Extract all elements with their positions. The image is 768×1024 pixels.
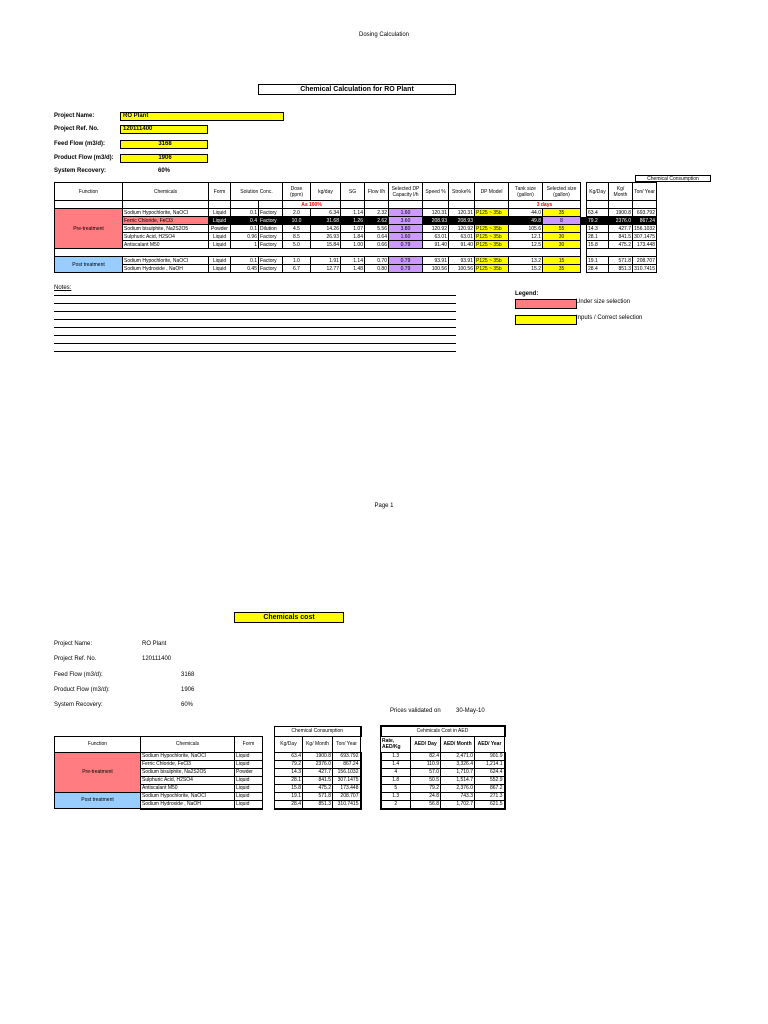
table-cell: 571.8 bbox=[609, 257, 633, 265]
table-cell: 44.0 bbox=[509, 209, 543, 217]
table-cell: 110.9 bbox=[411, 760, 441, 768]
table-cell: 743.3 bbox=[441, 792, 475, 800]
table-cell: 5 bbox=[381, 784, 411, 792]
table-cell: 120.31 bbox=[423, 209, 449, 217]
table-cell: Liquid bbox=[209, 265, 231, 273]
table-cell: 867.24 bbox=[633, 217, 657, 225]
col-aed-month: AED/ Month bbox=[441, 736, 475, 752]
table-cell: 208.93 bbox=[449, 217, 475, 225]
table-cell[interactable]: P125 ~ 35b bbox=[475, 209, 509, 217]
table-cell: 0.1 bbox=[231, 209, 259, 217]
table-cell: 841.5 bbox=[609, 233, 633, 241]
gap-cell bbox=[361, 760, 381, 768]
note-line bbox=[54, 351, 456, 352]
table-cell: Liquid bbox=[235, 776, 263, 784]
table-cell: 851.3 bbox=[303, 800, 333, 809]
legend-undersize-swatch bbox=[515, 299, 577, 309]
table-cell: 0.80 bbox=[365, 265, 389, 273]
table-cell: 2376.0 bbox=[609, 217, 633, 225]
table-cell: Powder bbox=[209, 225, 231, 233]
table-cell: 1.3 bbox=[381, 792, 411, 800]
legend-title: Legend: bbox=[515, 291, 539, 297]
field-label: Project Name: bbox=[54, 113, 95, 119]
table-cell: 307.1475 bbox=[634, 233, 655, 240]
table-cell: 1.14 bbox=[341, 209, 365, 217]
table-row bbox=[55, 225, 657, 233]
field-label: System Recovery: bbox=[54, 702, 103, 708]
col-dose: Dose (ppm) bbox=[283, 183, 311, 201]
table-cell: Factory bbox=[259, 257, 283, 265]
field-input[interactable]: 120111400 bbox=[120, 125, 208, 134]
table-row bbox=[55, 792, 505, 800]
col-kgday: kg/day bbox=[311, 183, 341, 201]
table-cell: 28.4 bbox=[275, 800, 303, 809]
table-cell: Powder bbox=[235, 768, 263, 776]
table-row bbox=[55, 233, 657, 241]
note-line bbox=[54, 327, 456, 328]
legend-inputs-label: Inputs / Correct selection bbox=[576, 315, 643, 321]
table-cell: 12.1 bbox=[509, 233, 543, 241]
table-cell: 571.8 bbox=[303, 792, 333, 800]
table-cell: 63.01 bbox=[423, 233, 449, 241]
table-cell: 93.91 bbox=[449, 257, 475, 265]
col-function: Function bbox=[55, 736, 141, 752]
col-kg-month-cons: Kg/ Month bbox=[609, 183, 633, 201]
table-cell: 552.9 bbox=[475, 776, 505, 784]
table-cell[interactable]: 30 bbox=[543, 233, 581, 241]
table-cell: 271.3 bbox=[475, 792, 505, 800]
table-cell: 208.93 bbox=[423, 217, 449, 225]
legend-inputs-swatch bbox=[515, 315, 577, 325]
table-cell: 63.4 bbox=[587, 209, 609, 217]
table-row bbox=[55, 265, 657, 273]
days-note: 3 days bbox=[509, 201, 581, 209]
table-cell: 0.96 bbox=[231, 233, 259, 241]
table-cell[interactable]: P125 ~ 35b bbox=[475, 241, 509, 249]
table-cell: 867.2 bbox=[475, 784, 505, 792]
gap-cell bbox=[361, 768, 381, 776]
field-input[interactable]: 3168 bbox=[120, 140, 208, 149]
table-cell: 0.70 bbox=[365, 257, 389, 265]
table-cell: 307.1475 bbox=[333, 776, 361, 784]
table-cell: 12.5 bbox=[509, 241, 543, 249]
consumption-header: Chemical Consumption bbox=[635, 175, 711, 182]
function-group: Post treatment bbox=[55, 257, 123, 273]
table-cell: 4 bbox=[381, 768, 411, 776]
table-cell: 15.8 bbox=[587, 241, 609, 249]
gap-cell bbox=[263, 776, 275, 784]
table-cell: Liquid bbox=[235, 760, 263, 768]
table-cell[interactable]: 15 bbox=[543, 257, 581, 265]
table-cell: 867.24 bbox=[333, 760, 361, 768]
table-cell: 156.1032 bbox=[333, 768, 361, 776]
table-cell: Sodium Hydroxide , NaOH bbox=[141, 800, 235, 809]
col-dp-capacity: Selected DP Capacity l/h bbox=[389, 183, 423, 201]
table-cell: 26.93 bbox=[311, 233, 341, 241]
table-cell: 1.3 bbox=[381, 752, 411, 760]
field-input[interactable]: 1906 bbox=[120, 154, 208, 163]
table-cell: 2,471.0 bbox=[441, 752, 475, 760]
col-aed-day: AED/ Day bbox=[411, 736, 441, 752]
table-cell: 475.2 bbox=[303, 784, 333, 792]
table-cell: 0.1 bbox=[231, 225, 259, 233]
table-cell: 310.7415 bbox=[634, 265, 655, 272]
table-cell: 693.792 bbox=[333, 752, 361, 760]
gap-cell bbox=[361, 776, 381, 784]
table-cell: Sulphuric Acid, H2SO4 bbox=[141, 776, 235, 784]
table-cell: 105.6 bbox=[509, 225, 543, 233]
table-cell: 1.4 bbox=[381, 760, 411, 768]
gap-cell bbox=[361, 792, 381, 800]
table-cell: 1.14 bbox=[341, 257, 365, 265]
as-100-note: As 100% bbox=[283, 201, 341, 209]
field-value: 1906 bbox=[181, 687, 195, 693]
table-cell: 1.91 bbox=[311, 257, 341, 265]
table-cell: 14.3 bbox=[587, 225, 609, 233]
prices-validated-label: Prices validated on bbox=[390, 708, 441, 714]
col-function: Function bbox=[55, 183, 123, 201]
table-cell: 0.64 bbox=[365, 233, 389, 241]
cost-title: Chemicals cost bbox=[234, 612, 344, 623]
table-cell[interactable]: 30 bbox=[543, 241, 581, 249]
notes-label: Notes: bbox=[54, 285, 72, 291]
table-cell: 14.3 bbox=[275, 768, 303, 776]
table-cell: 6.34 bbox=[311, 209, 341, 217]
col-rate: Rate, AED/Kg bbox=[381, 736, 411, 752]
col-ton-year-cons: Ton/ Year bbox=[633, 183, 657, 201]
col-form: Form bbox=[235, 736, 263, 752]
legend-undersize-label: Under size selection bbox=[576, 299, 631, 305]
table-cell: 15.8 bbox=[275, 784, 303, 792]
table-cell: 63.01 bbox=[449, 233, 475, 241]
col-aed-year: AED/ Year bbox=[475, 736, 505, 752]
col-chemicals: Chemicals bbox=[123, 183, 209, 201]
table-row bbox=[55, 217, 657, 225]
cons-header: Chemical Consumption bbox=[275, 726, 361, 736]
table-cell: 427.7 bbox=[609, 225, 633, 233]
field-value: 3168 bbox=[181, 672, 195, 678]
table-cell: 91.40 bbox=[449, 241, 475, 249]
table-cell: 2376.0 bbox=[303, 760, 333, 768]
table-cell: Liquid bbox=[235, 792, 263, 800]
table-cell: 0.45 bbox=[231, 265, 259, 273]
table-cell: 2.0 bbox=[283, 209, 311, 217]
table-cell: 100.56 bbox=[449, 265, 475, 273]
table-cell[interactable]: 8 bbox=[543, 217, 581, 225]
page-title: Chemical Calculation for RO Plant bbox=[258, 84, 456, 95]
col-kgday: Kg/Day bbox=[275, 736, 303, 752]
gap-cell bbox=[263, 752, 275, 760]
note-line bbox=[54, 319, 456, 320]
table-cell: 427.7 bbox=[303, 768, 333, 776]
col-kg-day-cons: Kg/Day bbox=[587, 183, 609, 201]
table-cell: 120.31 bbox=[449, 209, 475, 217]
table-cell: 0.66 bbox=[365, 241, 389, 249]
table-cell: 5.56 bbox=[365, 225, 389, 233]
function-group: Pre-treatment bbox=[55, 752, 141, 792]
table-cell: 28.4 bbox=[587, 265, 609, 273]
table-cell: 91.40 bbox=[423, 241, 449, 249]
function-group: Post treatment bbox=[55, 792, 141, 809]
field-value: 120111400 bbox=[142, 656, 172, 662]
table-cell: 49.8 bbox=[509, 217, 543, 225]
table-cell: Liquid bbox=[209, 233, 231, 241]
table-cell: Factory bbox=[259, 265, 283, 273]
table-cell: 56.8 bbox=[411, 800, 441, 809]
table-cell: Factory bbox=[259, 241, 283, 249]
cost-header: Cehmicals Cost in AED bbox=[381, 726, 505, 736]
table-cell: 82.4 bbox=[411, 752, 441, 760]
table-cell[interactable]: 35 bbox=[543, 209, 581, 217]
col-stroke: Stroke% bbox=[449, 183, 475, 201]
field-value: 60% bbox=[158, 168, 171, 174]
table-cell: 63.4 bbox=[275, 752, 303, 760]
table-cell[interactable]: 1.60 bbox=[389, 233, 423, 241]
table-cell: Factory bbox=[259, 233, 283, 241]
table-cell: 2.32 bbox=[365, 209, 389, 217]
table-cell: Sodium bisulphite, Na2S2O5 bbox=[141, 768, 235, 776]
gap-cell bbox=[263, 768, 275, 776]
table-cell: 4.5 bbox=[283, 225, 311, 233]
table-cell: 2.62 bbox=[365, 217, 389, 225]
table-cell: 24.8 bbox=[411, 792, 441, 800]
field-label: Project Ref. No. bbox=[54, 126, 99, 132]
gap-cell bbox=[361, 784, 381, 792]
note-line bbox=[54, 311, 456, 312]
table-cell: 5.0 bbox=[283, 241, 311, 249]
col-form: Form bbox=[209, 183, 231, 201]
table-cell: Liquid bbox=[209, 217, 231, 225]
table-cell[interactable]: 1.60 bbox=[389, 209, 423, 217]
table-cell: 12.77 bbox=[311, 265, 341, 273]
table-cell: 1,514.7 bbox=[441, 776, 475, 784]
table-cell[interactable]: P125 ~ 35b bbox=[475, 265, 509, 273]
table-cell: 79.2 bbox=[411, 784, 441, 792]
table-cell: 120.92 bbox=[423, 225, 449, 233]
gap-cell bbox=[263, 792, 275, 800]
table-cell: 173.448 bbox=[633, 241, 657, 249]
function-group: Pre-treatment bbox=[55, 209, 123, 249]
note-line bbox=[54, 335, 456, 336]
table-cell: Sodium Hypochlorite, NaOCl bbox=[123, 257, 209, 265]
table-cell: 2 bbox=[381, 800, 411, 809]
table-cell: 100.56 bbox=[423, 265, 449, 273]
table-cell: Liquid bbox=[209, 209, 231, 217]
table-cell: 851.3 bbox=[609, 265, 633, 273]
table-cell: 1.07 bbox=[341, 225, 365, 233]
table-cell[interactable]: 0.79 bbox=[389, 257, 423, 265]
table-cell: 120.92 bbox=[449, 225, 475, 233]
table-cell: 1,214.1 bbox=[475, 760, 505, 768]
gap-cell bbox=[263, 800, 275, 809]
field-value: 60% bbox=[181, 702, 194, 708]
table-cell: 475.2 bbox=[609, 241, 633, 249]
table-cell: Antiscalant M50 bbox=[141, 784, 235, 792]
table-cell: 10.0 bbox=[283, 217, 311, 225]
field-label: System Recovery: bbox=[54, 168, 107, 174]
table-cell: 15.2 bbox=[509, 265, 543, 273]
table-cell: 93.91 bbox=[423, 257, 449, 265]
table-cell: 2,376.0 bbox=[441, 784, 475, 792]
table-cell: Factory bbox=[259, 209, 283, 217]
table-cell: Liquid bbox=[209, 241, 231, 249]
table-cell[interactable]: 35 bbox=[543, 265, 581, 273]
table-cell: 31.68 bbox=[311, 217, 341, 225]
cost-table bbox=[54, 725, 506, 810]
page-header: Dosing Calculation bbox=[358, 32, 410, 38]
table-cell: 0.4 bbox=[231, 217, 259, 225]
table-cell[interactable]: 3.80 bbox=[389, 225, 423, 233]
table-cell: 841.5 bbox=[303, 776, 333, 784]
table-cell: 1 bbox=[231, 241, 259, 249]
table-cell[interactable]: 0.79 bbox=[389, 265, 423, 273]
col-sg: SG bbox=[341, 183, 365, 201]
field-label: Project Name: bbox=[54, 641, 93, 647]
field-label: Product Flow (m3/d): bbox=[54, 687, 110, 693]
table-cell[interactable]: 0.79 bbox=[389, 241, 423, 249]
gap-cell bbox=[361, 800, 381, 809]
table-row bbox=[55, 752, 505, 760]
field-label: Project Ref. No. bbox=[54, 656, 97, 662]
table-cell: 79.2 bbox=[587, 217, 609, 225]
prices-validated-date: 30-May-10 bbox=[456, 708, 485, 714]
table-cell: Liquid bbox=[235, 784, 263, 792]
table-cell: 19.1 bbox=[587, 257, 609, 265]
table-cell: 1,702.7 bbox=[441, 800, 475, 809]
table-cell: Ferric Chloride, FeCl3 bbox=[141, 760, 235, 768]
table-cell: 0.1 bbox=[231, 257, 259, 265]
table-cell[interactable]: P125 ~ 35b bbox=[475, 225, 509, 233]
table-row bbox=[55, 209, 657, 217]
table-cell: Dilution bbox=[259, 225, 283, 233]
table-cell: 1900.8 bbox=[303, 752, 333, 760]
table-cell: Sulphuric Acid, H2SO4 bbox=[123, 233, 209, 241]
table-cell: Liquid bbox=[209, 257, 231, 265]
table-cell: 1.00 bbox=[341, 241, 365, 249]
table-cell: Ferric Chloride, FeCl3 bbox=[123, 217, 209, 225]
table-cell: 15.84 bbox=[311, 241, 341, 249]
table-cell: 8.5 bbox=[283, 233, 311, 241]
table-row bbox=[55, 257, 657, 265]
table-cell: 57.0 bbox=[411, 768, 441, 776]
table-cell: 1.26 bbox=[341, 217, 365, 225]
col-speed: Speed % bbox=[423, 183, 449, 201]
table-cell: Antiscalant M50 bbox=[123, 241, 209, 249]
table-cell: 173.448 bbox=[333, 784, 361, 792]
table-cell: Factory bbox=[259, 217, 283, 225]
table-cell: Liquid bbox=[235, 752, 263, 760]
table-cell: 14.26 bbox=[311, 225, 341, 233]
table-cell: 1.8 bbox=[381, 776, 411, 784]
note-line bbox=[54, 295, 456, 296]
table-cell: Liquid bbox=[235, 800, 263, 809]
table-cell: 208.707 bbox=[633, 257, 657, 265]
table-cell: 901.9 bbox=[475, 752, 505, 760]
table-cell: 156.1032 bbox=[634, 225, 655, 232]
table-cell: 621.5 bbox=[475, 800, 505, 809]
field-input[interactable]: RO Plant bbox=[120, 112, 284, 121]
table-cell[interactable] bbox=[475, 217, 509, 225]
table-row bbox=[55, 241, 657, 249]
col-chemicals: Chemicals bbox=[141, 736, 235, 752]
note-line bbox=[54, 303, 456, 304]
page-number: Page 1 bbox=[374, 503, 394, 509]
table-cell: 28.1 bbox=[587, 233, 609, 241]
table-cell: Sodium Hypochlorite, NaOCl bbox=[141, 752, 235, 760]
col-dp-model: DP Model bbox=[475, 183, 509, 201]
table-cell: 1900.8 bbox=[609, 209, 633, 217]
col-selected-size: Selected size (gallon) bbox=[543, 183, 581, 201]
table-cell[interactable]: 55 bbox=[543, 225, 581, 233]
table-cell: 3,326.4 bbox=[441, 760, 475, 768]
table-cell: Sodium bisulphite, Na2S2O5 bbox=[123, 225, 209, 233]
table-cell: 13.2 bbox=[509, 257, 543, 265]
table-cell: 1,710.7 bbox=[441, 768, 475, 776]
table-cell: 1.84 bbox=[341, 233, 365, 241]
table-cell: 624.4 bbox=[475, 768, 505, 776]
col-flow: Flow l/h bbox=[365, 183, 389, 201]
field-label: Feed Flow (m3/d): bbox=[54, 141, 105, 147]
col-kgmonth: Kg/ Month bbox=[303, 736, 333, 752]
table-cell: 6.7 bbox=[283, 265, 311, 273]
table-cell: 1.48 bbox=[341, 265, 365, 273]
table-cell: 310.7415 bbox=[333, 800, 361, 809]
table-cell[interactable]: P125 ~ 35b bbox=[475, 257, 509, 265]
gap-cell bbox=[361, 752, 381, 760]
col-solution-conc: Solution Conc. bbox=[231, 183, 283, 201]
gap-cell bbox=[263, 760, 275, 768]
table-cell: 79.2 bbox=[275, 760, 303, 768]
table-cell: Sodium Hydroxide , NaOH bbox=[123, 265, 209, 273]
note-line bbox=[54, 343, 456, 344]
table-cell: 208.707 bbox=[333, 792, 361, 800]
table-cell[interactable]: 3.60 bbox=[389, 217, 423, 225]
table-cell: 1.0 bbox=[283, 257, 311, 265]
field-label: Product Flow (m3/d): bbox=[54, 155, 114, 161]
dosing-table bbox=[54, 182, 657, 273]
table-cell: Sodium Hypochlorite, NaOCl bbox=[123, 209, 209, 217]
gap-cell bbox=[263, 784, 275, 792]
table-cell: Sodium Hypochlorite, NaOCl bbox=[141, 792, 235, 800]
table-cell: 50.5 bbox=[411, 776, 441, 784]
col-tonyear: Ton/ Year bbox=[333, 736, 361, 752]
table-cell: 19.1 bbox=[275, 792, 303, 800]
field-label: Feed Flow (m3/d): bbox=[54, 672, 103, 678]
field-value: RO Plant bbox=[142, 641, 167, 647]
table-cell: 28.1 bbox=[275, 776, 303, 784]
table-cell[interactable]: P125 ~ 35b bbox=[475, 233, 509, 241]
table-cell: 693.792 bbox=[633, 209, 657, 217]
col-tank-size: Tank size (gallon) bbox=[509, 183, 543, 201]
